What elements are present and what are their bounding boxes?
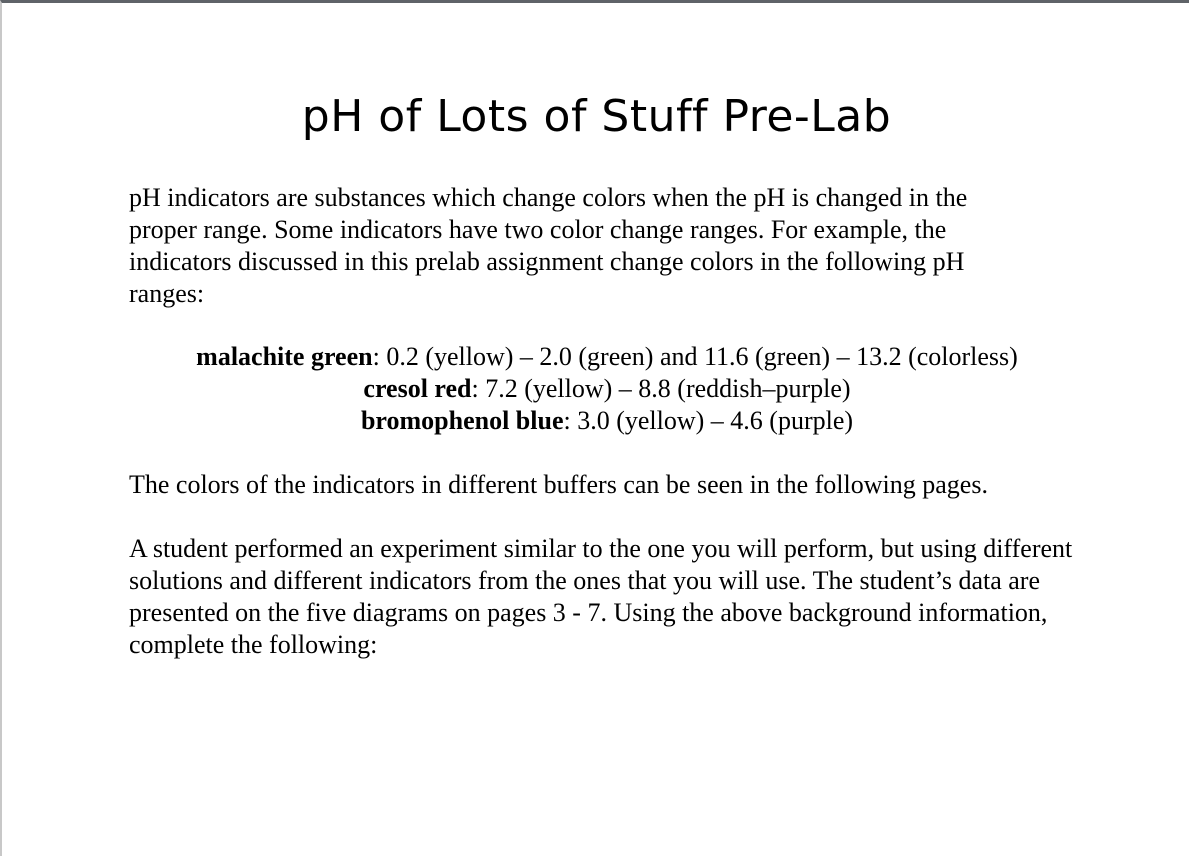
indicator-name: bromophenol blue <box>360 406 564 435</box>
indicator-range: : 3.0 (yellow) – 4.6 (purple) <box>563 406 854 435</box>
indicator-name: malachite green <box>196 342 373 371</box>
student-paragraph: A student performed an experiment similar to the one you will perform, but using different solutions and different indicators from the ones that you will use. The student’s data are presented on the five diagrams on pages 3 - 7. Using the above background information, complete the following: <box>129 534 1073 659</box>
indicator-range: : 0.2 (yellow) – 2.0 (green) and 11.6 (green) – 13.2 (colorless) <box>372 342 1018 371</box>
indicator-row-malachite-green <box>2 341 1189 373</box>
indicator-range: : 7.2 (yellow) – 8.8 (reddish–purple) <box>471 374 851 403</box>
indicator-list <box>2 341 1189 437</box>
page-title: pH of Lots of Stuff Pre-Lab <box>301 91 892 142</box>
intro-paragraph: pH indicators are substances which change colors when the pH is changed in the proper range. Some indicators have two color change ranges. For example, the indicators discussed in this prelab assignment change colors in the following pH ranges: <box>129 183 968 308</box>
indicator-row-bromophenol-blue <box>2 405 1189 437</box>
indicator-name: cresol red <box>363 374 472 403</box>
colors-paragraph: The colors of the indicators in different buffers can be seen in the following pages. <box>129 470 988 499</box>
indicator-row-cresol-red <box>2 373 1189 405</box>
document-page <box>2 3 1189 856</box>
